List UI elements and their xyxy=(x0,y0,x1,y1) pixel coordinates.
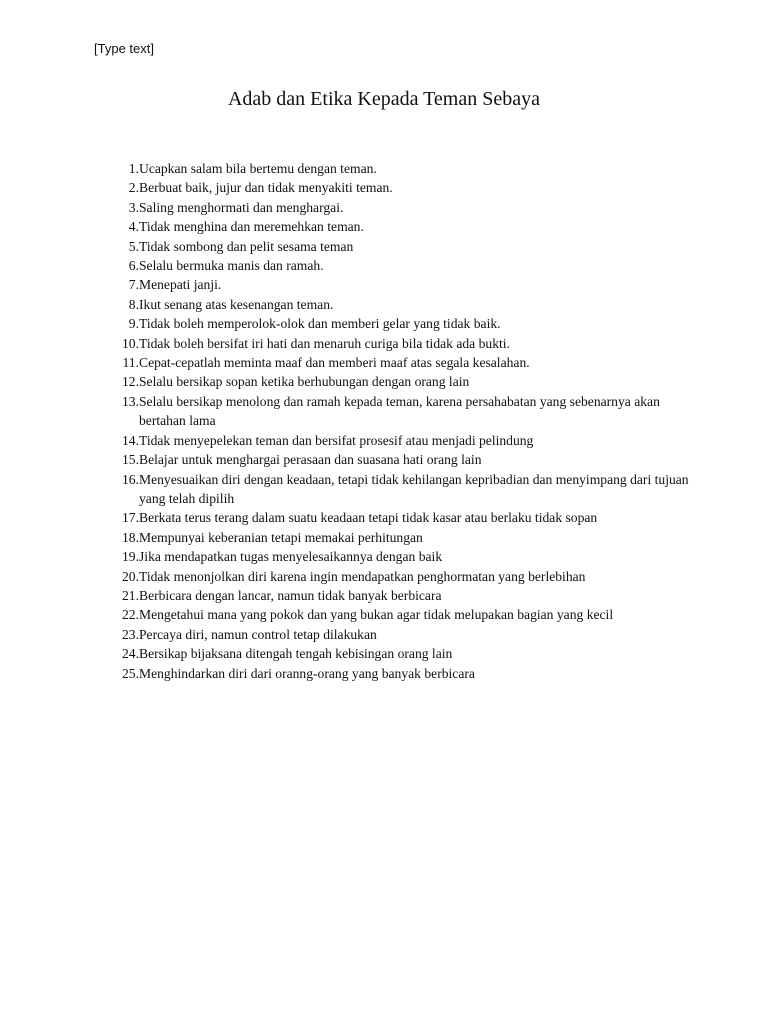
list-item-text: Berkata terus terang dalam suatu keadaan tetapi tidak kasar atau berlaku tidak sopan xyxy=(139,510,598,526)
list-item-number: 23. xyxy=(122,626,139,642)
list-item xyxy=(110,567,690,586)
list-item xyxy=(110,547,690,566)
list-item-number: 15. xyxy=(122,452,139,468)
list-item-text: Berbuat baik, jujur dan tidak menyakiti teman. xyxy=(139,180,393,196)
list-item-number: 1. xyxy=(128,161,139,176)
list-item-number: 7. xyxy=(128,277,139,293)
list-item-text: Tidak sombong dan pelit sesama teman xyxy=(139,238,354,254)
list-item xyxy=(110,353,690,372)
list-item-text: Percaya diri, namun control tetap dilakukan xyxy=(139,626,377,642)
list-item xyxy=(110,528,690,547)
list-item-number: 18. xyxy=(122,529,139,545)
list-item-number: 4. xyxy=(128,219,139,235)
list-item-text: Menyesuaikan diri dengan keadaan, tetapi tidak kehilangan kepribadian dan menyimpang dari tujuan yang telah dipilih xyxy=(139,471,689,506)
list-item-number: 11. xyxy=(122,355,139,371)
list-item-number: 25. xyxy=(122,665,139,681)
list-item-text: Mempunyai keberanian tetapi memakai perhitungan xyxy=(139,529,423,545)
list-item-number: 20. xyxy=(122,568,139,584)
list-item-number: 10. xyxy=(122,335,139,351)
list-item-text: Berbicara dengan lancar, namun tidak banyak berbicara xyxy=(139,587,442,603)
list-item-number: 17. xyxy=(122,510,139,526)
list-item xyxy=(110,334,690,353)
list-item xyxy=(110,372,690,391)
list-item xyxy=(110,508,690,527)
list-item-number: 3. xyxy=(128,199,139,215)
list-item xyxy=(110,586,690,605)
header-placeholder: [Type text] xyxy=(94,41,154,56)
page-title: Adab dan Etika Kepada Teman Sebaya xyxy=(227,88,540,110)
list-item xyxy=(110,237,690,256)
list-item xyxy=(110,664,690,683)
list-item-text: Cepat-cepatlah meminta maaf dan memberi maaf atas segala kesalahan. xyxy=(139,355,530,371)
list-item xyxy=(110,625,690,644)
list-item-number: 13. xyxy=(122,393,139,409)
list-item xyxy=(110,295,690,314)
list-item-text: Belajar untuk menghargai perasaan dan suasana hati orang lain xyxy=(139,452,482,468)
list-item-number: 22. xyxy=(122,607,139,623)
list-item-number: 5. xyxy=(128,238,139,254)
list-item-text: Menepati janji. xyxy=(139,277,222,293)
list-item-number: 8. xyxy=(128,296,139,312)
list-item xyxy=(110,159,690,178)
list-item-text: Tidak menyepelekan teman dan bersifat prosesif atau menjadi pelindung xyxy=(139,432,534,448)
list-item-text: Tidak boleh bersifat iri hati dan menaruh curiga bila tidak ada bukti. xyxy=(139,335,510,351)
list-item-number: 24. xyxy=(122,646,139,662)
list-item-text: Mengetahui mana yang pokok dan yang bukan agar tidak melupakan bagian yang kecil xyxy=(139,607,614,623)
list-item-number: 14. xyxy=(122,432,139,448)
list-item xyxy=(110,198,690,217)
list-item-number: 9. xyxy=(128,316,139,332)
list-item-number: 12. xyxy=(122,374,139,390)
list-item xyxy=(110,470,690,509)
list-item xyxy=(110,256,690,275)
list-item xyxy=(110,217,690,236)
list-item xyxy=(110,392,690,431)
list-item xyxy=(110,314,690,333)
list-item-text: Tidak menghina dan meremehkan teman. xyxy=(139,219,364,235)
list-item-number: 16. xyxy=(122,471,139,487)
list-item-text: Selalu bersikap menolong dan ramah kepada teman, karena persahabatan yang sebenarnya akan bertahan lama xyxy=(139,393,660,429)
list-item-text: Ucapkan salam bila bertemu dengan teman. xyxy=(139,161,377,176)
list-item-number: 6. xyxy=(128,258,139,274)
numbered-list xyxy=(110,159,690,683)
list-item-text: Tidak boleh memperolok-olok dan memberi gelar yang tidak baik. xyxy=(139,316,501,332)
list-item-number: 21. xyxy=(122,587,139,603)
list-item-text: Tidak menonjolkan diri karena ingin mendapatkan penghormatan yang berlebihan xyxy=(139,568,586,584)
list-item xyxy=(110,431,690,450)
list-item-text: Menghindarkan diri dari oranng-orang yang banyak berbicara xyxy=(139,665,475,681)
list-item-text: Jika mendapatkan tugas menyelesaikannya dengan baik xyxy=(139,549,443,565)
list-item-text: Selalu bersikap sopan ketika berhubungan dengan orang lain xyxy=(139,374,470,390)
list-item xyxy=(110,275,690,294)
list-item xyxy=(110,605,690,624)
list-item-number: 19. xyxy=(122,549,139,565)
list-item xyxy=(110,450,690,469)
list-item-text: Ikut senang atas kesenangan teman. xyxy=(139,296,334,312)
list-item-text: Saling menghormati dan menghargai. xyxy=(139,199,344,215)
list-item-text: Bersikap bijaksana ditengah tengah kebisingan orang lain xyxy=(139,646,453,662)
list-item-number: 2. xyxy=(128,180,139,196)
list-item xyxy=(110,644,690,663)
list-item-text: Selalu bermuka manis dan ramah. xyxy=(139,258,324,274)
list-item xyxy=(110,178,690,197)
